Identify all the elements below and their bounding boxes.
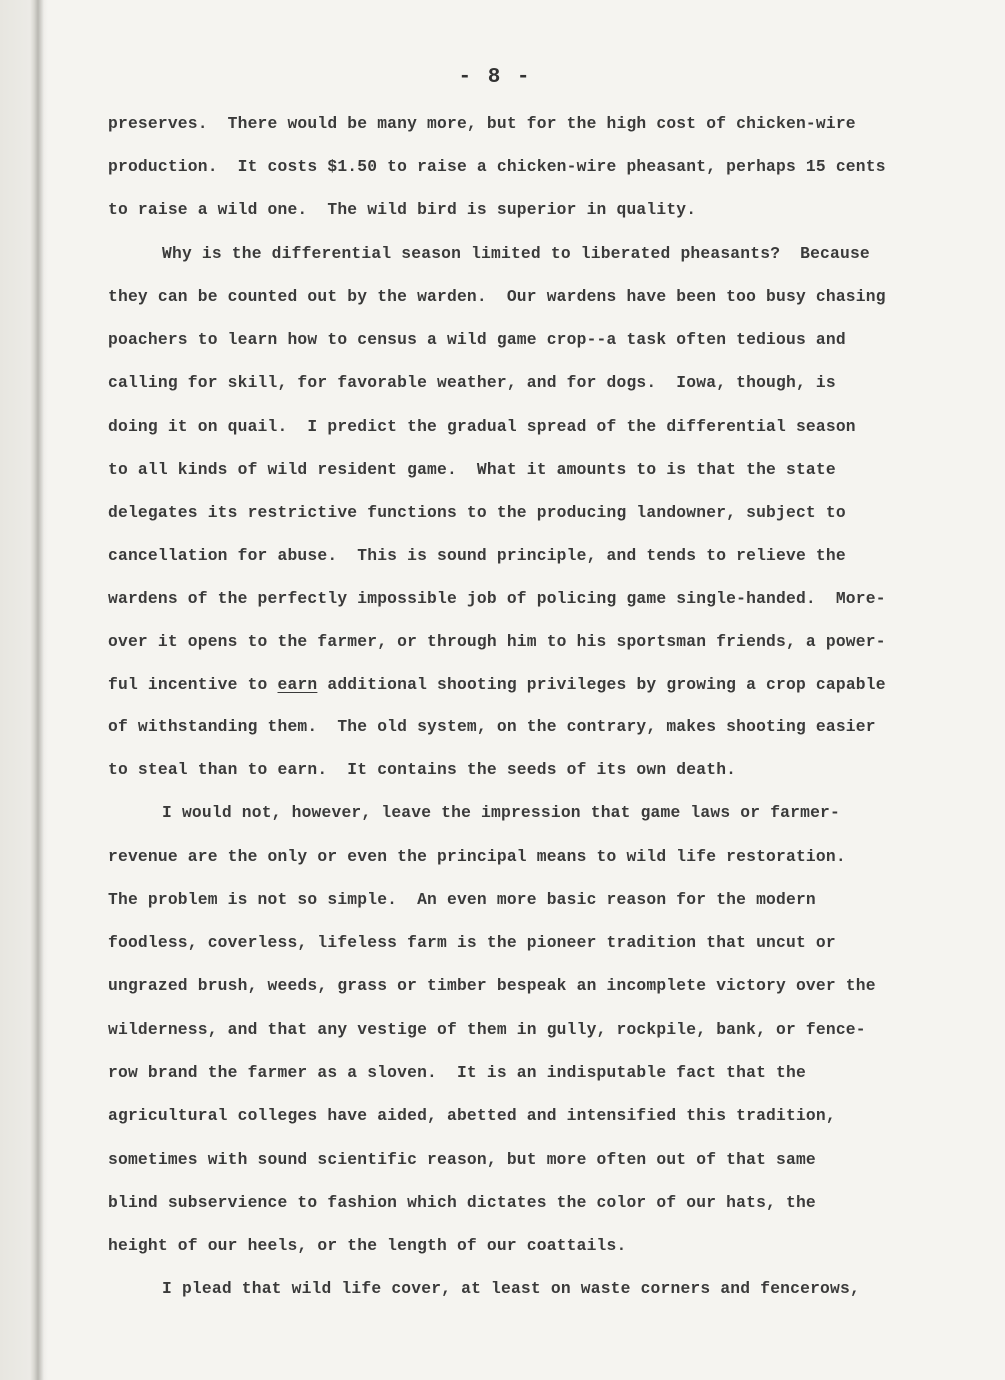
- text-line: calling for skill, for favorable weather, and for dogs. Iowa, though, is: [108, 373, 836, 392]
- text-line: cancellation for abuse. This is sound principle, and tends to relieve the: [108, 546, 846, 565]
- underlined-word: earn: [277, 675, 318, 694]
- text-line: poachers to learn how to census a wild game crop--a task often tedious and: [108, 330, 846, 349]
- text-line: of withstanding them. The old system, on the contrary, makes shooting easier: [108, 717, 876, 736]
- text-line: foodless, coverless, lifeless farm is the pioneer tradition that uncut or: [108, 933, 836, 952]
- text-line: I would not, however, leave the impression that game laws or farmer-: [162, 803, 840, 822]
- text-segment: ful incentive to: [108, 675, 278, 694]
- text-line: height of our heels, or the length of our coattails.: [108, 1236, 627, 1255]
- text-line: revenue are the only or even the principal means to wild life restoration.: [108, 847, 846, 866]
- text-line: row brand the farmer as a sloven. It is an indisputable fact that the: [108, 1063, 806, 1082]
- text-line: doing it on quail. I predict the gradual spread of the differential season: [108, 417, 856, 436]
- text-line: The problem is not so simple. An even more basic reason for the modern: [108, 890, 816, 909]
- page-number: - 8 -: [458, 66, 532, 89]
- text-line: over it opens to the farmer, or through him to his sportsman friends, a power-: [108, 632, 886, 651]
- text-line: I plead that wild life cover, at least on waste corners and fencerows,: [162, 1279, 860, 1298]
- text-line: sometimes with sound scientific reason, but more often out of that same: [108, 1150, 816, 1169]
- text-line: preserves. There would be many more, but for the high cost of chicken-wire: [108, 114, 856, 133]
- text-line: Why is the differential season limited to liberated pheasants? Because: [162, 244, 870, 263]
- text-line-with-underline: [108, 675, 886, 694]
- text-line: to steal than to earn. It contains the seeds of its own death.: [108, 760, 737, 779]
- page-binding-edge: [0, 0, 48, 1380]
- text-line: production. It costs $1.50 to raise a chicken-wire pheasant, perhaps 15 cents: [108, 157, 886, 176]
- text-line: to raise a wild one. The wild bird is superior in quality.: [108, 200, 697, 219]
- text-segment: additional shooting privileges by growing a crop capable: [317, 675, 886, 694]
- text-line: to all kinds of wild resident game. What it amounts to is that the state: [108, 460, 836, 479]
- text-line: blind subservience to fashion which dictates the color of our hats, the: [108, 1193, 816, 1212]
- text-line: wardens of the perfectly impossible job of policing game single-handed. More-: [108, 589, 886, 608]
- text-line: wilderness, and that any vestige of them in gully, rockpile, bank, or fence-: [108, 1020, 866, 1039]
- text-line: delegates its restrictive functions to the producing landowner, subject to: [108, 503, 846, 522]
- text-line: they can be counted out by the warden. Our wardens have been too busy chasing: [108, 287, 886, 306]
- text-line: agricultural colleges have aided, abetted and intensified this tradition,: [108, 1106, 836, 1125]
- text-line: ungrazed brush, weeds, grass or timber bespeak an incomplete victory over the: [108, 976, 876, 995]
